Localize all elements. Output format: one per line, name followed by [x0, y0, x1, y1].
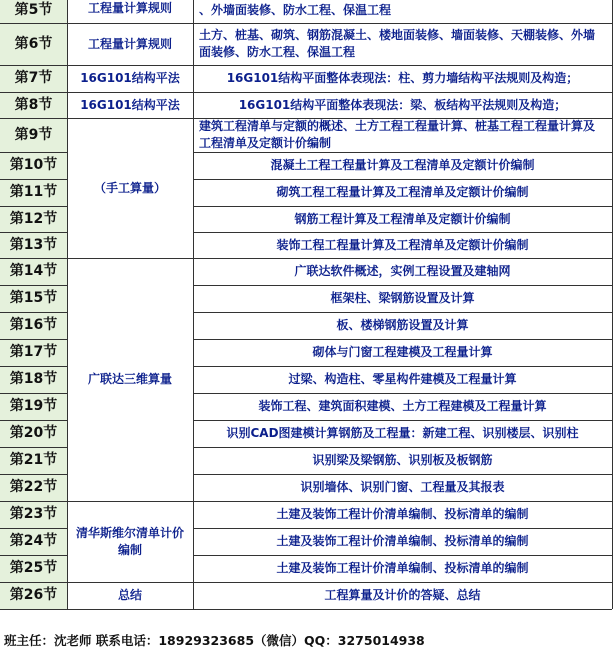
grid-line [67, 23, 193, 24]
section-label: 第22节 [0, 474, 67, 501]
grid-line [67, 92, 193, 93]
grid-line [67, 582, 193, 583]
grid-line [0, 23, 67, 24]
section-description: 工程算量及计价的答疑、总结 [193, 582, 612, 609]
section-description: 装饰工程工程量计算及工程清单及定额计价编制 [193, 232, 612, 258]
section-description: 板、楼梯钢筋设置及计算 [193, 312, 612, 339]
topic-rules-cont: 工程量计算规则 [67, 0, 193, 23]
section-description: 土建及装饰工程计价清单编制、投标清单的编制 [193, 501, 612, 528]
grid-line [193, 92, 612, 93]
grid-line [0, 92, 67, 93]
grid-line [0, 232, 67, 233]
grid-line [0, 393, 67, 394]
section-label: 第5节 [0, 0, 67, 23]
section-label: 第26节 [0, 582, 67, 609]
section-label: 第13节 [0, 232, 67, 258]
grid-line [0, 206, 67, 207]
section-label: 第24节 [0, 528, 67, 555]
grid-line [0, 65, 67, 66]
section-description: 识别梁及梁钢筋、识别板及板钢筋 [193, 447, 612, 474]
grid-line [193, 420, 612, 421]
section-label: 第9节 [0, 118, 67, 152]
section-label: 第18节 [0, 366, 67, 393]
section-label: 第6节 [0, 23, 67, 65]
grid-line [0, 285, 67, 286]
section-description: 识别墙体、识别门窗、工程量及其报表 [193, 474, 612, 501]
grid-line [0, 179, 67, 180]
grid-line [0, 501, 67, 502]
grid-line [67, 501, 193, 502]
section-label: 第23节 [0, 501, 67, 528]
section-description: 混凝土工程工程量计算及工程清单及定额计价编制 [193, 152, 612, 179]
grid-line [193, 609, 612, 610]
section-label: 第16节 [0, 312, 67, 339]
section-description: 16G101结构平面整体表现法：柱、剪力墙结构平法规则及构造； [193, 65, 612, 92]
section-label: 第19节 [0, 393, 67, 420]
section-description: 建筑工程清单与定额的概述、土方工程工程量计算、桩基工程工程量计算及工程清单及定额计价编制 [193, 118, 612, 152]
grid-line [0, 152, 67, 153]
section-description: 框架柱、梁钢筋设置及计算 [193, 285, 612, 312]
section-label: 第12节 [0, 206, 67, 232]
grid-line [193, 339, 612, 340]
section-label: 第20节 [0, 420, 67, 447]
topic-thsware-pricing: 清华斯维尔清单计价编制 [67, 501, 193, 582]
grid-line [67, 609, 193, 610]
topic-glodon-3d: 广联达三维算量 [67, 258, 193, 501]
section-description: 过梁、构造柱、零星构件建模及工程量计算 [193, 366, 612, 393]
section-description: 土建及装饰工程计价清单编制、投标清单的编制 [193, 528, 612, 555]
topic-rules: 工程量计算规则 [67, 23, 193, 65]
grid-line [193, 179, 612, 180]
section-description: 土方、桩基、砌筑、钢筋混凝土、楼地面装修、墙面装修、天棚装修、外墙面装修、防水工程、保温工程 [193, 23, 612, 65]
topic-manual-calculation: （手工算量） [67, 118, 193, 258]
grid-line [193, 65, 612, 66]
contact-footer: 班主任：沈老师 联系电话：18929323685（微信）QQ：3275014938 [4, 633, 425, 648]
grid-line [0, 366, 67, 367]
grid-line [193, 447, 612, 448]
section-description: 广联达软件概述，实例工程设置及建轴网 [193, 258, 612, 285]
grid-line [0, 339, 67, 340]
grid-line [193, 366, 612, 367]
grid-line [193, 152, 612, 153]
grid-line [193, 528, 612, 529]
section-description: 钢筋工程计算及工程清单及定额计价编制 [193, 206, 612, 232]
grid-line [67, 65, 193, 66]
grid-line [0, 420, 67, 421]
grid-line [193, 285, 612, 286]
section-label: 第21节 [0, 447, 67, 474]
grid-line [193, 474, 612, 475]
grid-line [193, 206, 612, 207]
grid-line [193, 393, 612, 394]
grid-line [0, 582, 67, 583]
section-description: 、外墙面装修、防水工程、保温工程 [193, 0, 612, 23]
section-label: 第8节 [0, 92, 67, 118]
section-description: 装饰工程、建筑面积建模、土方工程建模及工程量计算 [193, 393, 612, 420]
grid-line [0, 474, 67, 475]
grid-line [0, 555, 67, 556]
topic-16g101-columns: 16G101结构平法 [67, 65, 193, 92]
grid-line [67, 258, 193, 259]
section-label: 第11节 [0, 179, 67, 206]
grid-line [0, 447, 67, 448]
section-description: 土建及装饰工程计价清单编制、投标清单的编制 [193, 555, 612, 582]
grid-line [67, 118, 193, 119]
grid-line [193, 23, 612, 24]
grid-line [0, 528, 67, 529]
grid-line [193, 258, 612, 259]
grid-line [193, 118, 612, 119]
section-label: 第25节 [0, 555, 67, 582]
grid-line [193, 501, 612, 502]
section-label: 第14节 [0, 258, 67, 285]
section-label: 第17节 [0, 339, 67, 366]
grid-line [193, 582, 612, 583]
grid-line [193, 555, 612, 556]
section-label: 第15节 [0, 285, 67, 312]
section-description: 砌体与门窗工程建模及工程量计算 [193, 339, 612, 366]
grid-line [0, 312, 67, 313]
section-label: 第7节 [0, 65, 67, 92]
section-description: 16G101结构平面整体表现法：梁、板结构平法规则及构造； [193, 92, 612, 118]
grid-line [0, 609, 67, 610]
grid-line [193, 312, 612, 313]
grid-line [193, 232, 612, 233]
section-description: 识别CAD图建模计算钢筋及工程量：新建工程、识别楼层、识别柱 [193, 420, 612, 447]
topic-16g101-beams: 16G101结构平法 [67, 92, 193, 118]
topic-summary: 总结 [67, 582, 193, 609]
grid-line [0, 118, 67, 119]
grid-line [0, 258, 67, 259]
section-label: 第10节 [0, 152, 67, 179]
section-description: 砌筑工程工程量计算及工程清单及定额计价编制 [193, 179, 612, 206]
